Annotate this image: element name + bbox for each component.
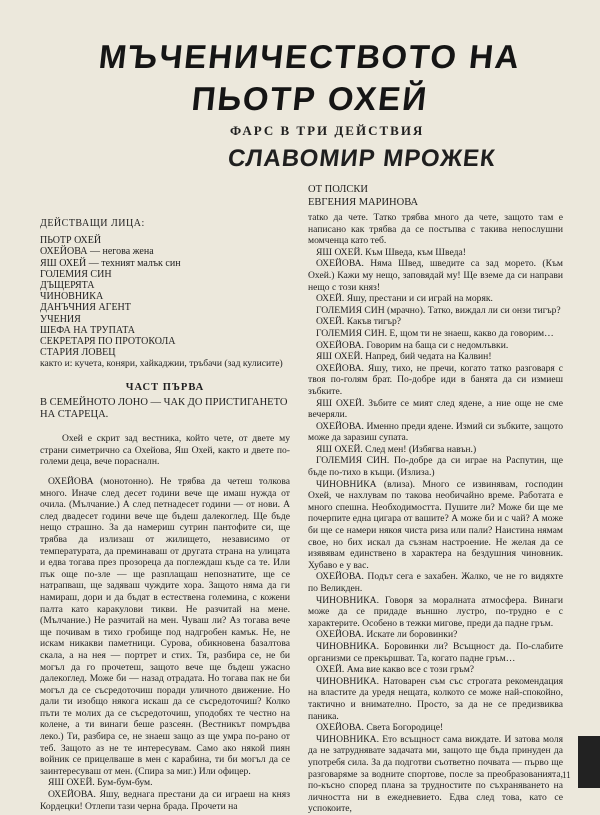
speech-paragraph: ГОЛЕМИЯ СИН. По-добре да си играе на Распутин, ще бъде по-тихо в къщи. (Излиза.) [308,455,563,479]
speech-paragraph: ЧИНОВНИКА (влиза). Много се извинявам, господин Охей, че нахлувам по такова необичайно време. Работата е много спешна. Необходимостта. Пушите ли? Може би ще ме почерпите една цигара от вашите? А може би и с чай? А може би ще се намери някоя чиста риза или пали? Наистина нямам свое, но бих искал да съзнам настроение. Не желая да се изявявам единствено в характера на бездушния чиновник. Хубаво е у вас. [308,478,563,571]
speech-paragraph: ОХЕЙ. Ама вие какво все с този гръм? [316,664,475,676]
speech-paragraph: ОХЕЙОВА. Искате ли боровинки? [316,629,458,641]
part-title: ЧАСТ ПЪРВА [125,381,205,393]
speech-paragraph: ЧИНОВНИКА. Боровинки ли? Всъщност да. По-слабите организми се прекършват. Та, когато падне гръм… [308,640,563,664]
left-column [40,212,290,812]
cast-note: както и: кучета, коняри, хайкаджии, тръбачи (зад кулисите) [40,358,283,370]
speech-paragraph: ЯШ ОХЕЙ. Напред, бий чедата на Калвин! [316,351,492,363]
scene-title: В СЕМЕЙНОТО ЛОНО — ЧАК ДО ПРИСТИГАНЕТО НА СТАРЕЦА. [40,397,288,421]
speech-paragraph: ОХЕЙОВА. Именно преди ядене. Измий си зъбките, защото може да заразиш супата. [308,420,563,444]
cast-item: УЧЕНИЯ [40,313,81,325]
translator-line-1: ОТ ПОЛСКИ [308,184,368,195]
speech-paragraph: ЧИНОВНИКА. Ето всъщност сама виждате. И затова моля да не затруднявате задачата ми, защото ще бъда принуден да употребя сила. За да подготви съответно почвата — първо ще разговаряме за водните спортове, после за преобразованията, по-късно според плана за трудностите по съхраняването на личността ни в ежедневието. Едва след това, като се успокоите, [308,733,563,815]
speech-paragraph: ОХЕЙОВА. Няма Швед, шведите са зад морето. (Към Охей.) Кажи му нещо, заповядай му! Ще вземе да си направи нещо с този княз! [308,258,563,293]
speech-paragraph: ОХЕЙОВА (монотонно). Не трябва да четеш толкова много. Иначе след десет години вече ще имаш нужда от очила. (Мълчание.) А след петнадесет години — от нови. А след двадесет години вече ще бъдеш далекоглед. Ще бъде нещо страшно. За да намериш сутрин пантофите си, ще трябва да излизаш от жилището, независимо от температурата, да преминаваш от другата страна на улицата и едва тогава през прозореца да поглеждаш къде са те. Или пък още по-зле — ще разплащаш непознатите, ще се натрапваш, ще задяваш чуждите хора. Защото няма да ги намираш, дори и да бъдат в естествена големина, с кожени палта като каракулови тикви. Не разчитай на мене. (Мълчание.) Не разчитай на мен. Чуваш ли? Аз тогава вече ще почивам в тихо гробище под надгробен камък. Не, не искам никакви паметници. Сурова, обикновена базалтова скала, а на нея — портрет и стих. Тя, разбира се, не би могъл да го прочетеш, защото вече ще бъдеш ужасно далекоглед. Може би — назад отрадата. Но тогава пак не би могъл да се съсредоточиш поради уличното движение. Но дали ти изобщо някога искаш да се съсредоточиш? Колко пъти те молих да се съсредоточиш, уподобях те честно на колене, а ти винаги беше разсеян. (Вестникът помръдва леко.) Ти, разбира се, не знаеш защо аз ще умра по-рано от теб. Защото аз не те интересувам. Само ако някой пиян войник се прицелваше в мен с карабина, ти би могъл да се заинтересуваш от мен. (Спира за миг.) Или офицер. [40,476,290,777]
cast-item: ПЬОТР ОХЕЙ [40,235,102,247]
genre-subtitle: ФАРС В ТРИ ДЕЙСТВИЯ [230,123,425,138]
cast-item: ГОЛЕМИЯ СИН [40,268,112,280]
cast-item: ДЪЩЕРЯТА [40,280,95,292]
cast-item: ЯШ ОХЕЙ — техният малък син [40,257,181,269]
play-title-line-1: МЪЧЕНИЧЕСТВОТО НА [97,38,523,75]
cast-item: ДАНЪЧНИЯ АГЕНТ [40,302,131,314]
speech-paragraph: ЯШ ОХЕЙ. Зъбите се мият след ядене, а ние още не сме вечеряли. [308,397,563,421]
speech-paragraph: тatко да чете. Татко трябва много да чете, защото там е написано как трябва да се постъпва с такива непослушни момченца като теб. [308,212,563,247]
speech-paragraph: ОХЕЙОВА. Подът сега е захабен. Жалко, че не го видяхте по Великден. [308,571,563,594]
speech-paragraph: ГОЛЕМИЯ СИН. Е, щом ти не знаеш, какво да говорим… [316,327,554,339]
cast-item: ШЕФА НА ТРУПАТА [40,324,136,336]
speech-paragraph: ЯШ ОХЕЙ. Към Шведа, към Шведа! [316,246,466,258]
cast-heading: ДЕЙСТВАЩИ ЛИЦА: [40,218,145,229]
play-title-line-2: ПЬОТР ОХЕЙ [190,80,431,117]
speech-paragraph: ОХЕЙ. Яшу, престани и си играй на моряк. [316,293,493,305]
cast-item: СЕКРЕТАРЯ ПО ПРОТОКОЛА [40,336,176,348]
speech-paragraph: ОХЕЙОВА. Говорим на баща си с недомлъвки. [316,339,509,351]
cast-item: ОХЕЙОВА — негова жена [40,246,154,258]
speech-paragraph: ОХЕЙОВА. Света Богородице! [316,722,444,734]
stage-direction: Охей е скрит зад вестника, който чете, от двете му страни симетрично са Охейова, Яш Охей, както и двете по-големи деца, вече порасналн. [40,433,290,468]
section-tab-marker [578,736,600,788]
speech-paragraph: ЯШ ОХЕЙ. След мен! (Избягва навън.) [316,443,477,455]
translator-credit [308,183,418,209]
speech-paragraph: ОХЕЙ. Какъв тигър? [316,316,402,328]
speech-paragraph: ЧИНОВНИКА. Натоварен съм със строгата рекомендация на властите да уредя нещата, колкото се може най-спокойно, тактично и внимателно. Просто, за да не се предизвиква паника. [308,675,563,722]
author-name: СЛАВОМИР МРОЖЕК [226,145,498,172]
speech-paragraph: ЯШ ОХЕЙ. Бум-бум-бум. [48,777,153,789]
right-column [308,212,563,815]
cast-item: ЧИНОВНИКА [40,291,104,303]
speech-paragraph: ОХЕЙОВА. Яшу, веднага престани да си играеш на княз Кордецки! Отлепи тази черна брада. Прочети на [40,789,290,812]
cast-list [40,218,290,370]
page-number: 11 [562,770,571,780]
speech-paragraph: ОХЕЙОВА. Яшу, тихо, не пречи, когато татко разговаря с твоя по-голям брат. По-добре иди в банята да си измиеш зъбките. [308,362,563,397]
speech-paragraph: ГОЛЕМИЯ СИН (мрачно). Татко, виждал ли си онзи тигър? [316,304,561,316]
cast-item: СТАРИЯ ЛОВЕЦ [40,347,116,359]
translator-line-2: ЕВГЕНИЯ МАРИНОВА [308,197,419,208]
speech-paragraph: ЧИНОВНИКА. Говоря за моралната атмосфера. Винаги може да се придаде външно лустро, по-трудно е с характерите. Особено в тежки мигове, преди да падне гръм. [308,594,563,629]
